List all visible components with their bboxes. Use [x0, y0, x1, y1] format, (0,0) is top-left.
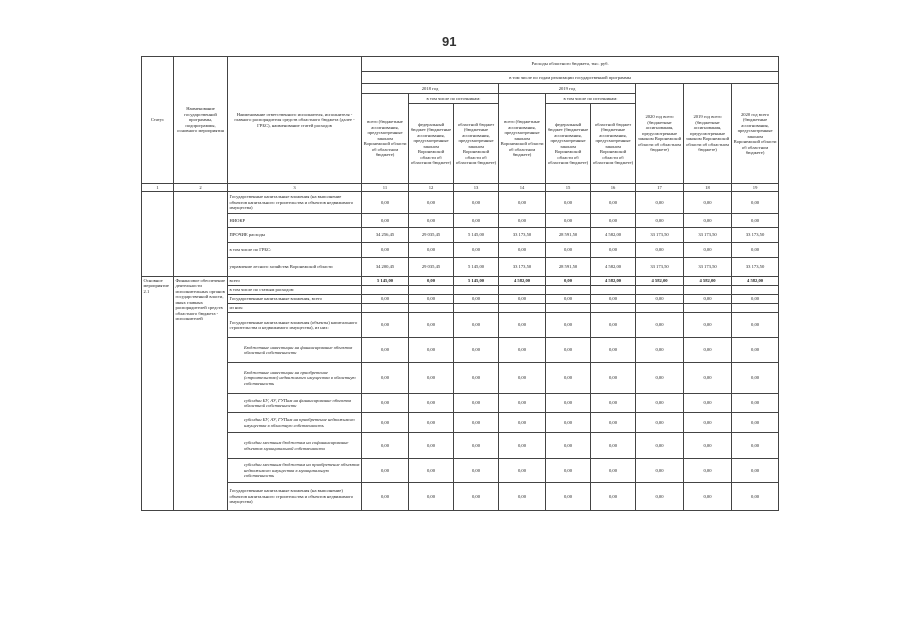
table-row — [142, 394, 779, 413]
col-num: 14 — [499, 184, 546, 192]
value-cell: 0,00 — [732, 394, 779, 413]
table-row — [142, 483, 779, 511]
table-row — [142, 192, 779, 214]
value-cell: 0,00 — [409, 277, 454, 286]
value-cell: 0,00 — [684, 363, 732, 394]
value-cell: 0,00 — [499, 313, 546, 338]
value-cell: 0,00 — [636, 243, 684, 258]
table-row — [142, 277, 779, 286]
value-cell: 0,00 — [454, 483, 499, 511]
value-cell: 0,00 — [591, 459, 636, 483]
value-cell — [499, 304, 546, 313]
value-cell: 0,00 — [591, 433, 636, 459]
value-cell: 0,00 — [454, 214, 499, 228]
value-cell: 0,00 — [409, 413, 454, 433]
year-2019-header: 2019 год — [499, 84, 636, 94]
col-2020-total-header: 2020 год всего (бюджетные ассигнования, предусмотренные законом Воронежской области об областном бюджете) — [732, 84, 779, 184]
value-cell: 33 173,50 — [499, 258, 546, 277]
value-cell: 0,00 — [362, 295, 409, 304]
row-label: из них: — [228, 304, 362, 313]
table-row — [142, 338, 779, 363]
value-cell: 0,00 — [636, 363, 684, 394]
value-cell: 0,00 — [499, 459, 546, 483]
status-header: Статус — [142, 57, 174, 184]
value-cell: 0,00 — [684, 413, 732, 433]
value-cell: 4 582,00 — [636, 277, 684, 286]
value-cell: 0,00 — [636, 295, 684, 304]
value-cell — [591, 286, 636, 295]
value-cell — [409, 304, 454, 313]
value-cell: 0,00 — [591, 214, 636, 228]
value-cell: 4 582,00 — [732, 277, 779, 286]
col-num: 13 — [454, 184, 499, 192]
col-obl-2019-header: областной бюджет (бюджетные ассигнования, предусмотренные законом Воронежской области об областном бюджете) — [591, 104, 636, 184]
row-label: субсидии БУ, АУ, ГУПам на приобретение недвижимого имущества в областную собственность — [228, 413, 362, 433]
grbs-header: Наименование ответственного исполнителя, исполнителя - главного распорядителя средств областного бюджета (далее - ГРБС), наименование статей расходов — [228, 57, 362, 184]
table-row — [142, 258, 779, 277]
value-cell: 33 173,50 — [684, 258, 732, 277]
value-cell: 0,00 — [454, 433, 499, 459]
value-cell: 33 173,50 — [636, 258, 684, 277]
value-cell: 0,00 — [684, 433, 732, 459]
value-cell: 0,00 — [362, 214, 409, 228]
value-cell: 0,00 — [732, 214, 779, 228]
row-label: Государственные капитальные вложения (на выполнение объектов капитального строительства и объектов недвижимого имущества) — [228, 192, 362, 214]
table-row — [142, 304, 779, 313]
table-row — [142, 286, 779, 295]
value-cell: 0,00 — [546, 313, 591, 338]
value-cell: 29 035,45 — [409, 258, 454, 277]
sources-2019-header: в том числе по источникам: — [546, 94, 636, 104]
row-label: всего — [228, 277, 362, 286]
value-cell — [636, 286, 684, 295]
value-cell: 0,00 — [684, 459, 732, 483]
row-label: в том числе по ГРБС: — [228, 243, 362, 258]
value-cell: 33 173,50 — [732, 228, 779, 243]
budget-table — [141, 56, 779, 511]
value-cell: 0,00 — [409, 338, 454, 363]
value-cell: 0,00 — [362, 243, 409, 258]
value-cell: 0,00 — [409, 214, 454, 228]
program-cell-empty — [174, 192, 228, 277]
value-cell: 0,00 — [409, 483, 454, 511]
value-cell — [454, 304, 499, 313]
program-header: Наименование государственной программы, подпрограммы, основного мероприятия — [174, 57, 228, 184]
value-cell: 0,00 — [546, 243, 591, 258]
value-cell: 0,00 — [684, 214, 732, 228]
value-cell: 0,00 — [684, 243, 732, 258]
value-cell — [732, 304, 779, 313]
value-cell: 0,00 — [591, 394, 636, 413]
value-cell: 0,00 — [591, 295, 636, 304]
value-cell: 0,00 — [499, 394, 546, 413]
value-cell: 0,00 — [684, 338, 732, 363]
value-cell: 0,00 — [636, 413, 684, 433]
table-row — [142, 363, 779, 394]
value-cell: 33 173,50 — [499, 228, 546, 243]
col-num: 2 — [174, 184, 228, 192]
value-cell: 0,00 — [409, 313, 454, 338]
value-cell: 0,00 — [591, 363, 636, 394]
value-cell: 0,00 — [409, 459, 454, 483]
value-cell: 0,00 — [732, 459, 779, 483]
col-num: 1 — [142, 184, 174, 192]
value-cell: 0,00 — [362, 313, 409, 338]
value-cell: 33 173,50 — [732, 258, 779, 277]
value-cell — [362, 286, 409, 295]
value-cell: 28 591,50 — [546, 258, 591, 277]
value-cell: 0,00 — [732, 483, 779, 511]
value-cell: 0,00 — [684, 313, 732, 338]
value-cell: 0,00 — [636, 459, 684, 483]
value-cell: 0,00 — [546, 192, 591, 214]
col-num: 19 — [732, 184, 779, 192]
row-label: НИОКР — [228, 214, 362, 228]
value-cell: 29 035,45 — [409, 228, 454, 243]
value-cell: 0,00 — [732, 192, 779, 214]
value-cell: 4 582,00 — [684, 277, 732, 286]
value-cell: 0,00 — [499, 214, 546, 228]
value-cell — [684, 304, 732, 313]
status-cell: Основное мероприятие 2.1 — [142, 277, 174, 511]
value-cell: 0,00 — [409, 192, 454, 214]
value-cell: 0,00 — [454, 363, 499, 394]
column-numbers-row — [142, 184, 779, 192]
value-cell: 0,00 — [732, 433, 779, 459]
status-cell-empty — [142, 192, 174, 277]
value-cell: 0,00 — [591, 243, 636, 258]
value-cell: 0,00 — [409, 394, 454, 413]
value-cell: 0,00 — [636, 313, 684, 338]
sources-2018-header: в том числе по источникам: — [409, 94, 499, 104]
value-cell: 0,00 — [499, 338, 546, 363]
value-cell — [546, 304, 591, 313]
value-cell: 0,00 — [499, 295, 546, 304]
value-cell: 0,00 — [636, 338, 684, 363]
value-cell: 33 173,50 — [636, 228, 684, 243]
value-cell: 34 200,45 — [362, 258, 409, 277]
table-row — [142, 313, 779, 338]
row-label: субсидии местным бюджетам на софинансирование объектов муниципальной собственности — [228, 433, 362, 459]
table-row — [142, 243, 779, 258]
value-cell: 0,00 — [732, 313, 779, 338]
value-cell: 0,00 — [362, 394, 409, 413]
value-cell: 0,00 — [362, 338, 409, 363]
value-cell: 0,00 — [546, 394, 591, 413]
years-header: в том числе по годам реализации государственной программы — [362, 72, 779, 84]
table-row — [142, 228, 779, 243]
value-cell: 0,00 — [732, 295, 779, 304]
budget-header: Расходы областного бюджета, тыс. руб. — [362, 57, 779, 72]
value-cell: 0,00 — [732, 413, 779, 433]
value-cell: 0,00 — [636, 433, 684, 459]
value-cell: 0,00 — [454, 313, 499, 338]
value-cell: 0,00 — [362, 433, 409, 459]
program-cell: Финансовое обеспечение деятельности исполнительных органов государственной власти, иных главных распорядителей средств областного бюджета - исполнителей — [174, 277, 228, 511]
row-label: Государственные капитальные вложения, всего — [228, 295, 362, 304]
value-cell: 0,00 — [546, 413, 591, 433]
value-cell: 0,00 — [591, 313, 636, 338]
col-num: 17 — [636, 184, 684, 192]
value-cell: 0,00 — [454, 413, 499, 433]
value-cell: 33 173,50 — [684, 228, 732, 243]
value-cell: 0,00 — [732, 243, 779, 258]
value-cell: 0,00 — [732, 363, 779, 394]
value-cell: 5 145,00 — [454, 258, 499, 277]
value-cell: 4 582,00 — [591, 258, 636, 277]
value-cell — [591, 304, 636, 313]
value-cell: 0,00 — [684, 192, 732, 214]
value-cell: 0,00 — [362, 459, 409, 483]
value-cell: 0,00 — [546, 214, 591, 228]
value-cell: 0,00 — [454, 243, 499, 258]
table-row — [142, 459, 779, 483]
value-cell: 0,00 — [591, 413, 636, 433]
row-label: Бюджетные инвестиции на приобретение (строительство) недвижимого имущества в областную собственность — [228, 363, 362, 394]
value-cell: 28 591,50 — [546, 228, 591, 243]
col-num: 12 — [409, 184, 454, 192]
value-cell — [362, 304, 409, 313]
row-label: Государственные капитальные вложения (объекты) капитального строительства и недвижимого имущества), из них: — [228, 313, 362, 338]
value-cell: 0,00 — [546, 433, 591, 459]
value-cell: 0,00 — [499, 483, 546, 511]
value-cell: 5 145,00 — [454, 228, 499, 243]
value-cell: 0,00 — [636, 483, 684, 511]
value-cell: 0,00 — [409, 295, 454, 304]
col-num: 11 — [362, 184, 409, 192]
value-cell: 0,00 — [454, 338, 499, 363]
value-cell: 4 582,00 — [591, 228, 636, 243]
value-cell — [684, 286, 732, 295]
value-cell: 0,00 — [454, 394, 499, 413]
value-cell: 0,00 — [684, 483, 732, 511]
col-num: 18 — [684, 184, 732, 192]
value-cell: 0,00 — [454, 192, 499, 214]
value-cell: 0,00 — [362, 413, 409, 433]
value-cell: 0,00 — [636, 214, 684, 228]
col-all-2018-header: всего (бюджетные ассигнования, предусмотренные законом Воронежской области об областном бюджете) — [362, 94, 409, 184]
value-cell: 5 145,00 — [454, 277, 499, 286]
value-cell: 0,00 — [546, 295, 591, 304]
col-fed-2018-header: федеральный бюджет (бюджетные ассигнования, предусмотренные законом Воронежской области об областном бюджете) — [409, 104, 454, 184]
value-cell: 0,00 — [684, 394, 732, 413]
col-num: 16 — [591, 184, 636, 192]
row-label: субсидии БУ, АУ, ГУПам на финансирование объектов областной собственности — [228, 394, 362, 413]
value-cell: 0,00 — [591, 192, 636, 214]
page-number: 91 — [442, 34, 457, 49]
row-label: в том числе по статьям расходов: — [228, 286, 362, 295]
row-label: управление лесного хозяйства Воронежской области — [228, 258, 362, 277]
row-label: Бюджетные инвестиции на финансирование объектов областной собственности — [228, 338, 362, 363]
value-cell: 0,00 — [362, 483, 409, 511]
col-num: 15 — [546, 184, 591, 192]
year-2018-header: 2018 год — [362, 84, 499, 94]
col-num: 3 — [228, 184, 362, 192]
value-cell: 0,00 — [546, 483, 591, 511]
value-cell — [636, 304, 684, 313]
table-row — [142, 295, 779, 304]
col-2018-total-header: 2020 год всего (бюджетные ассигнования, предусмотренные законом Воронежской области об областном бюджете) — [636, 84, 684, 184]
value-cell — [499, 286, 546, 295]
value-cell: 0,00 — [499, 363, 546, 394]
value-cell: 0,00 — [546, 338, 591, 363]
value-cell: 0,00 — [409, 433, 454, 459]
value-cell: 0,00 — [546, 459, 591, 483]
value-cell: 0,00 — [684, 295, 732, 304]
value-cell — [732, 286, 779, 295]
value-cell — [546, 286, 591, 295]
value-cell: 4 582,00 — [591, 277, 636, 286]
row-label: Государственные капитальные вложения (на выполнение) объектов капитального строительства и объектов недвижимого имущества) — [228, 483, 362, 511]
col-all-2019-header: всего (бюджетные ассигнования, предусмотренные законом Воронежской области об областном бюджете) — [499, 94, 546, 184]
value-cell — [409, 286, 454, 295]
value-cell: 0,00 — [409, 363, 454, 394]
value-cell: 0,00 — [591, 338, 636, 363]
table-row — [142, 433, 779, 459]
col-obl-2018-header: областной бюджет (бюджетные ассигнования, предусмотренные законом Воронежской области об областном бюджете) — [454, 104, 499, 184]
value-cell: 0,00 — [732, 338, 779, 363]
value-cell: 0,00 — [636, 394, 684, 413]
value-cell: 34 256,45 — [362, 228, 409, 243]
value-cell: 5 145,00 — [362, 277, 409, 286]
value-cell: 0,00 — [454, 459, 499, 483]
value-cell: 0,00 — [591, 483, 636, 511]
value-cell: 0,00 — [499, 413, 546, 433]
value-cell: 0,00 — [546, 277, 591, 286]
value-cell: 4 582,00 — [499, 277, 546, 286]
value-cell: 0,00 — [636, 192, 684, 214]
value-cell: 0,00 — [499, 243, 546, 258]
col-2019-total-header: 2019 год всего (бюджетные ассигнования, предусмотренные законом Воронежской области об областном бюджете) — [684, 84, 732, 184]
value-cell: 0,00 — [499, 433, 546, 459]
row-label: субсидии местным бюджетам на приобретение объектов недвижимого имущества в муниципальную собственность — [228, 459, 362, 483]
value-cell: 0,00 — [362, 363, 409, 394]
row-label: ПРОЧИЕ расходы — [228, 228, 362, 243]
table-row — [142, 214, 779, 228]
value-cell: 0,00 — [499, 192, 546, 214]
value-cell: 0,00 — [362, 192, 409, 214]
col-fed-2019-header: федеральный бюджет (бюджетные ассигнования, предусмотренные законом Воронежской области об областном бюджете) — [546, 104, 591, 184]
value-cell: 0,00 — [454, 295, 499, 304]
value-cell — [454, 286, 499, 295]
value-cell: 0,00 — [409, 243, 454, 258]
table-row — [142, 413, 779, 433]
value-cell: 0,00 — [546, 363, 591, 394]
